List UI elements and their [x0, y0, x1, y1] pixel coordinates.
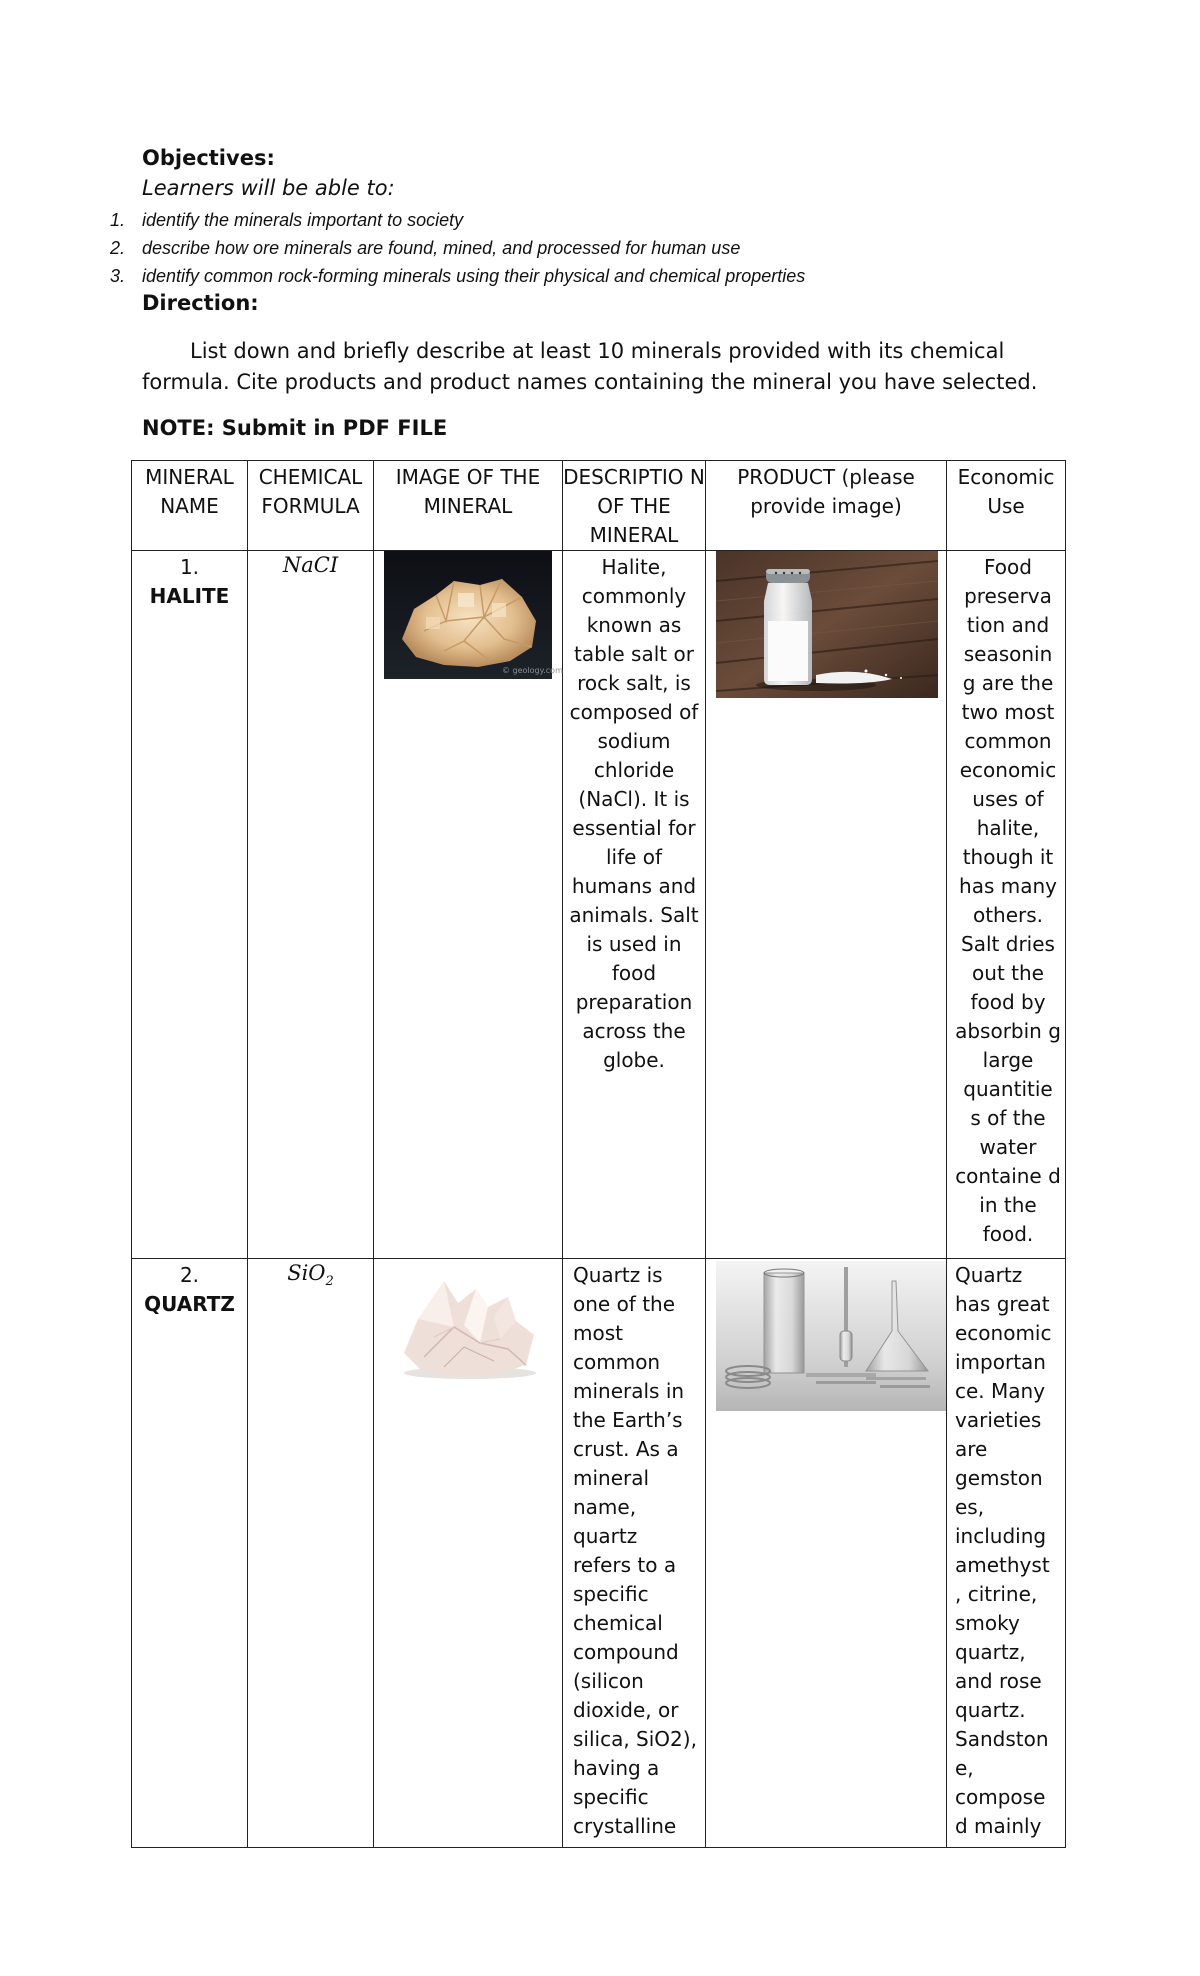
direction-text: List down and briefly describe at least 10 minerals provided with its chemical formula. Cite products and product names containing the mineral you have selected.	[142, 339, 1038, 394]
quartz-glassware-image	[716, 1261, 946, 1411]
row-number: 2.	[179, 1263, 200, 1287]
objective-item: 1. identify the minerals important to society	[110, 210, 464, 230]
minerals-table	[131, 460, 1066, 1848]
description-cell: Quartz is one of the most common minerals in the Earth’s crust. As a mineral name, quartz refers to a specific chemical compound (silicon dioxide, or silica, SiO2), having a specific crystalline	[563, 1259, 706, 1848]
header-description: DESCRIPTIO N OF THE MINERAL	[563, 461, 706, 551]
header-chemical-formula: CHEMICAL FORMULA	[248, 461, 374, 551]
mineral-image-cell	[374, 1259, 563, 1848]
halite-crystal-image	[384, 551, 563, 679]
header-mineral-name: MINERAL NAME	[132, 461, 248, 551]
header-image: IMAGE OF THE MINERAL	[374, 461, 563, 551]
objective-item: 3. identify common rock-forming minerals using their physical and chemical properties	[110, 266, 806, 286]
description-cell: Halite, commonly known as table salt or rock salt, is composed of sodium chloride (NaCl). It is essential for life of humans and animals. Salt is used in food preparation across the globe.	[563, 551, 706, 1259]
table-row	[132, 551, 1066, 1259]
mineral-name-cell	[132, 551, 248, 1259]
economic-use-cell: Quartz has great economic importan ce. Many varieties are gemston es, including amethyst , citrine, smoky quartz, and rose quartz. Sandston e, compose d mainly	[947, 1259, 1066, 1848]
economic-use-cell: Food preserva tion and seasonin g are the two most common economic uses of halite, though it has many others. Salt dries out the food by absorbin g large quantitie s of the water containe d in the food.	[947, 551, 1066, 1259]
salt-shaker-image	[716, 551, 938, 698]
chemical-formula: NaCI	[282, 553, 339, 577]
submission-note: NOTE: Submit in PDF FILE	[142, 416, 448, 440]
objectives-heading: Objectives:	[142, 146, 275, 170]
mineral-name: HALITE	[149, 584, 230, 608]
quartz-crystal-image	[384, 1267, 552, 1387]
table-header-row	[132, 461, 1066, 551]
objectives-intro: Learners will be able to:	[142, 176, 395, 200]
chemical-formula: SiO$_2$	[287, 1261, 334, 1290]
chemical-formula-cell	[248, 551, 374, 1259]
product-image-cell	[706, 1259, 947, 1848]
mineral-image-cell	[374, 551, 563, 1259]
objective-item: 2. describe how ore minerals are found, mined, and processed for human use	[110, 238, 741, 258]
direction-heading: Direction:	[142, 291, 259, 315]
header-economic-use: Economic Use	[947, 461, 1066, 551]
mineral-name: QUARTZ	[144, 1292, 235, 1316]
product-image-cell	[706, 551, 947, 1259]
row-number: 1.	[179, 555, 200, 579]
mineral-name-cell	[132, 1259, 248, 1848]
objectives-list	[110, 206, 805, 290]
table-row	[132, 1259, 1066, 1848]
chemical-formula-cell	[248, 1259, 374, 1848]
image-watermark: © geology.com	[502, 666, 563, 675]
header-product: PRODUCT (please provide image)	[706, 461, 947, 551]
